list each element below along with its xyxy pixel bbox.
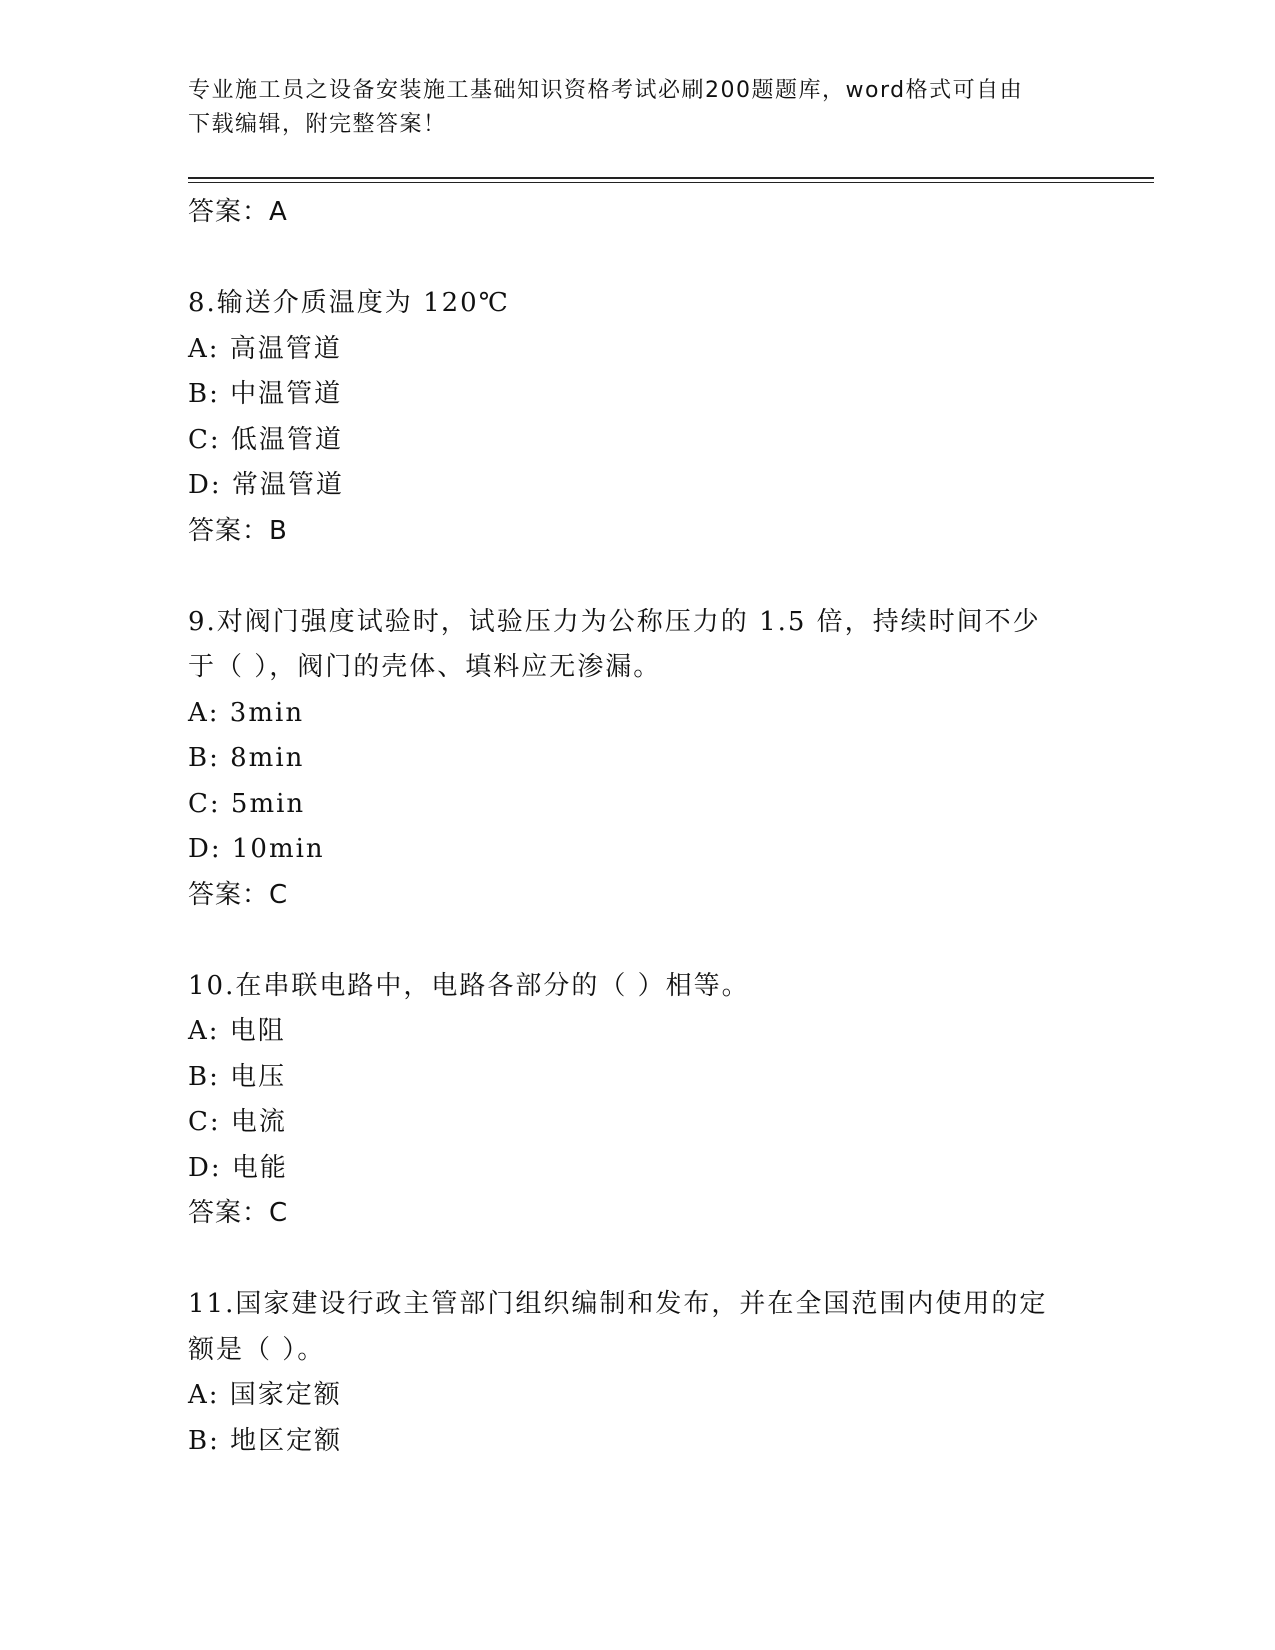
- option-d: D: 电能: [188, 1152, 288, 1183]
- option-b: B: 8min: [188, 743, 305, 773]
- answer: 答案：B: [188, 515, 288, 546]
- question-text-line-1: 9.对阀门强度试验时，试验压力为公称压力的 1.5 倍，持续时间不少: [188, 606, 1041, 637]
- option-b: B: 电压: [188, 1061, 287, 1092]
- spacer: [188, 918, 1088, 964]
- answer-7: 答案：A: [188, 197, 288, 227]
- question-11: [188, 1282, 1088, 1464]
- header-line-2: 下载编辑，附完整答案！: [188, 112, 447, 137]
- question-text: 8.输送介质温度为 120℃: [188, 288, 510, 318]
- header-rule-thin: [188, 182, 1154, 183]
- question-text-line-1: 11.国家建设行政主管部门组织编制和发布，并在全国范围内使用的定: [188, 1289, 1048, 1319]
- spacer: [188, 554, 1088, 600]
- option-a: A: 电阻: [188, 1016, 286, 1046]
- document-body: [188, 190, 1088, 1464]
- option-a: A: 国家定额: [188, 1380, 342, 1410]
- option-a: A: 3min: [188, 697, 305, 728]
- document-header: [188, 74, 1088, 142]
- option-c: C: 电流: [188, 1107, 287, 1137]
- option-c: C: 5min: [188, 788, 306, 819]
- question-text-line-2: 于（ ），阀门的壳体、填料应无渗漏。: [188, 652, 662, 682]
- question-9: [188, 600, 1088, 919]
- option-a: A: 高温管道: [188, 333, 342, 364]
- option-d: D: 10min: [188, 834, 325, 864]
- question-10: [188, 964, 1088, 1237]
- option-b: B: 地区定额: [188, 1425, 343, 1456]
- question-text: 10.在串联电路中，电路各部分的（ ）相等。: [188, 970, 750, 1001]
- header-line-1: 专业施工员之设备安装施工基础知识资格考试必刷200题题库，word格式可自由: [188, 78, 1024, 103]
- answer: 答案：C: [188, 879, 289, 910]
- question-text-line-2: 额是（ ）。: [188, 1334, 326, 1365]
- option-b: B: 中温管道: [188, 379, 343, 409]
- spacer: [188, 1237, 1088, 1283]
- spacer: [188, 236, 1088, 282]
- question-8: [188, 281, 1088, 554]
- answer: 答案：C: [188, 1198, 289, 1228]
- header-rule-thick: [188, 177, 1154, 179]
- option-c: C: 低温管道: [188, 424, 343, 455]
- option-d: D: 常温管道: [188, 470, 344, 500]
